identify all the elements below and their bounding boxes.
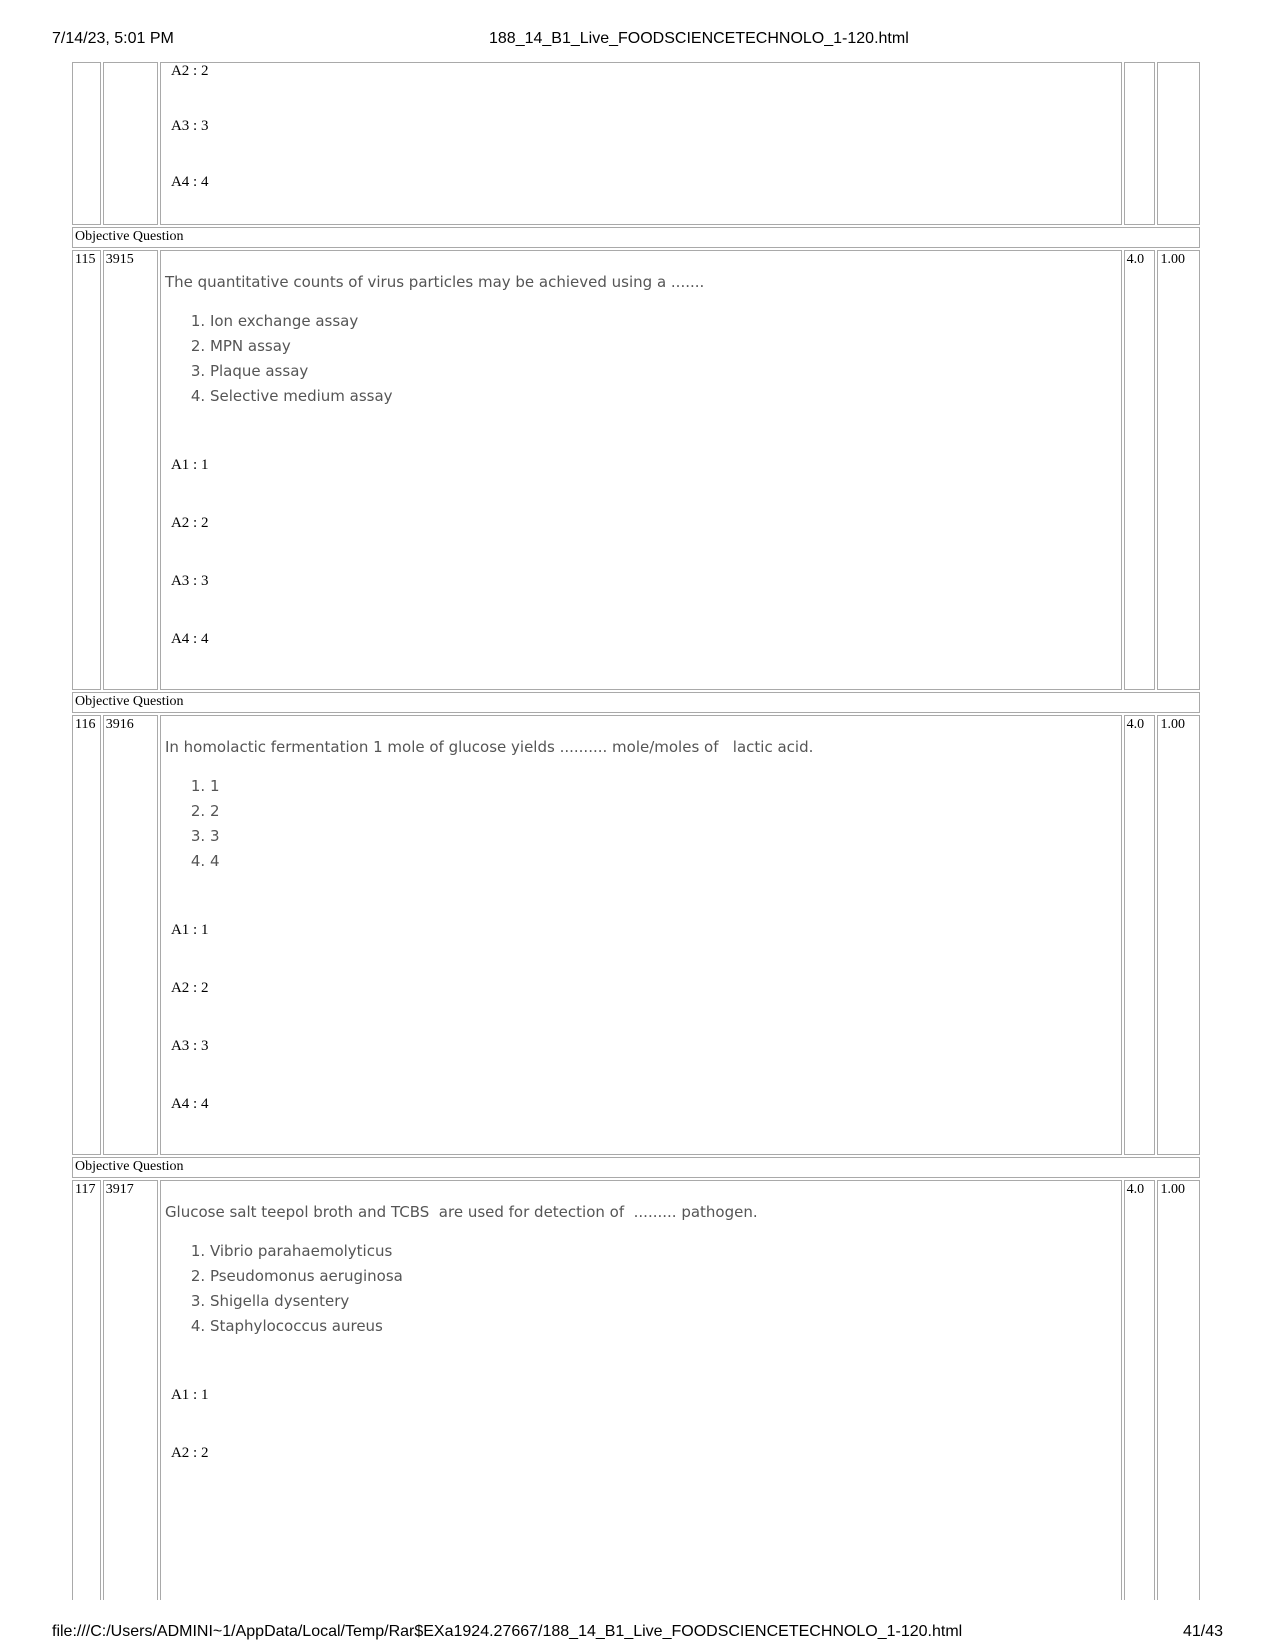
option-item: 1. Ion exchange assay [210, 309, 1117, 334]
sno-cell [72, 62, 101, 225]
option-item: 3. Shigella dysentery [210, 1289, 1117, 1314]
page-number: 41/43 [1183, 1623, 1224, 1640]
answer-list [165, 1387, 1117, 1503]
options-list [165, 774, 1117, 874]
qid-cell: 3916 [103, 715, 158, 1155]
objective-label-row [72, 1157, 1200, 1178]
sno-cell: 117 [72, 1180, 101, 1600]
qid-cell: 3915 [103, 250, 158, 690]
option-item: 3. Plaque assay [210, 359, 1117, 384]
answer-line: A2 : 2 [170, 980, 209, 996]
option-item: 4. Selective medium assay [210, 384, 1117, 409]
answer-line: A1 : 1 [170, 457, 209, 473]
answer-list [165, 922, 1117, 1154]
question-text: In homolactic fermentation 1 mole of glucose yields .......... mole/moles of lactic acid. [164, 738, 814, 756]
negative-marks-cell: 1.00 [1157, 250, 1200, 690]
options-list [165, 1239, 1117, 1339]
option-item: 1. Vibrio parahaemolyticus [210, 1239, 1117, 1264]
option-item: 3. 3 [210, 824, 1117, 849]
option-item: 2. 2 [210, 799, 1117, 824]
answer-list [165, 457, 1117, 689]
question-paper-frame [70, 60, 1202, 1600]
question-content-cell [160, 250, 1122, 690]
objective-question-label: Objective Question [72, 227, 1200, 248]
answer-line: A4 : 4 [170, 1096, 209, 1112]
question-table [70, 60, 1202, 1600]
option-item: 4. Staphylococcus aureus [210, 1314, 1117, 1339]
option-item: 2. MPN assay [210, 334, 1117, 359]
marks-cell: 4.0 [1124, 715, 1156, 1155]
option-item: 1. 1 [210, 774, 1117, 799]
options-list [165, 309, 1117, 409]
answer-line: A3 : 3 [170, 118, 209, 134]
objective-question-label: Objective Question [72, 1157, 1200, 1178]
negative-marks-cell: 1.00 [1157, 715, 1200, 1155]
answer-line: A2 : 2 [170, 1445, 209, 1461]
question-row [72, 1180, 1200, 1600]
answer-line: A4 : 4 [170, 631, 209, 647]
answer-line: A3 : 3 [170, 573, 209, 589]
objective-question-label: Objective Question [72, 692, 1200, 713]
marks-cell [1124, 62, 1156, 225]
print-title: 188_14_B1_Live_FOODSCIENCETECHNOLO_1-120.html [489, 30, 909, 47]
objective-label-row [72, 227, 1200, 248]
objective-label-row [72, 692, 1200, 713]
qid-cell: 3917 [103, 1180, 158, 1600]
sno-cell: 116 [72, 715, 101, 1155]
answer-line: A2 : 2 [170, 515, 209, 531]
marks-cell: 4.0 [1124, 1180, 1156, 1600]
question-text: The quantitative counts of virus particles may be achieved using a ....... [164, 273, 705, 291]
question-content-cell [160, 62, 1122, 225]
print-datetime: 7/14/23, 5:01 PM [52, 30, 174, 47]
previous-question-tail-row [72, 62, 1200, 225]
negative-marks-cell [1157, 62, 1200, 225]
answer-line: A1 : 1 [170, 1387, 209, 1403]
option-item: 2. Pseudomonus aeruginosa [210, 1264, 1117, 1289]
question-row [72, 250, 1200, 690]
answer-line: A4 : 4 [170, 174, 209, 190]
question-row [72, 715, 1200, 1155]
question-text: Glucose salt teepol broth and TCBS are used for detection of ......... pathogen. [164, 1203, 758, 1221]
sno-cell: 115 [72, 250, 101, 690]
question-content-cell [160, 1180, 1122, 1600]
print-file-path: file:///C:/Users/ADMINI~1/AppData/Local/Temp/Rar$EXa1924.27667/188_14_B1_Live_FOODSCIENCETECHNOLO_1-120.html [52, 1623, 963, 1640]
answer-line: A3 : 3 [170, 1038, 209, 1054]
answer-line: A2 : 2 [170, 63, 209, 79]
answer-line: A1 : 1 [170, 922, 209, 938]
option-item: 4. 4 [210, 849, 1117, 874]
marks-cell: 4.0 [1124, 250, 1156, 690]
question-content-cell [160, 715, 1122, 1155]
negative-marks-cell: 1.00 [1157, 1180, 1200, 1600]
qid-cell [103, 62, 158, 225]
